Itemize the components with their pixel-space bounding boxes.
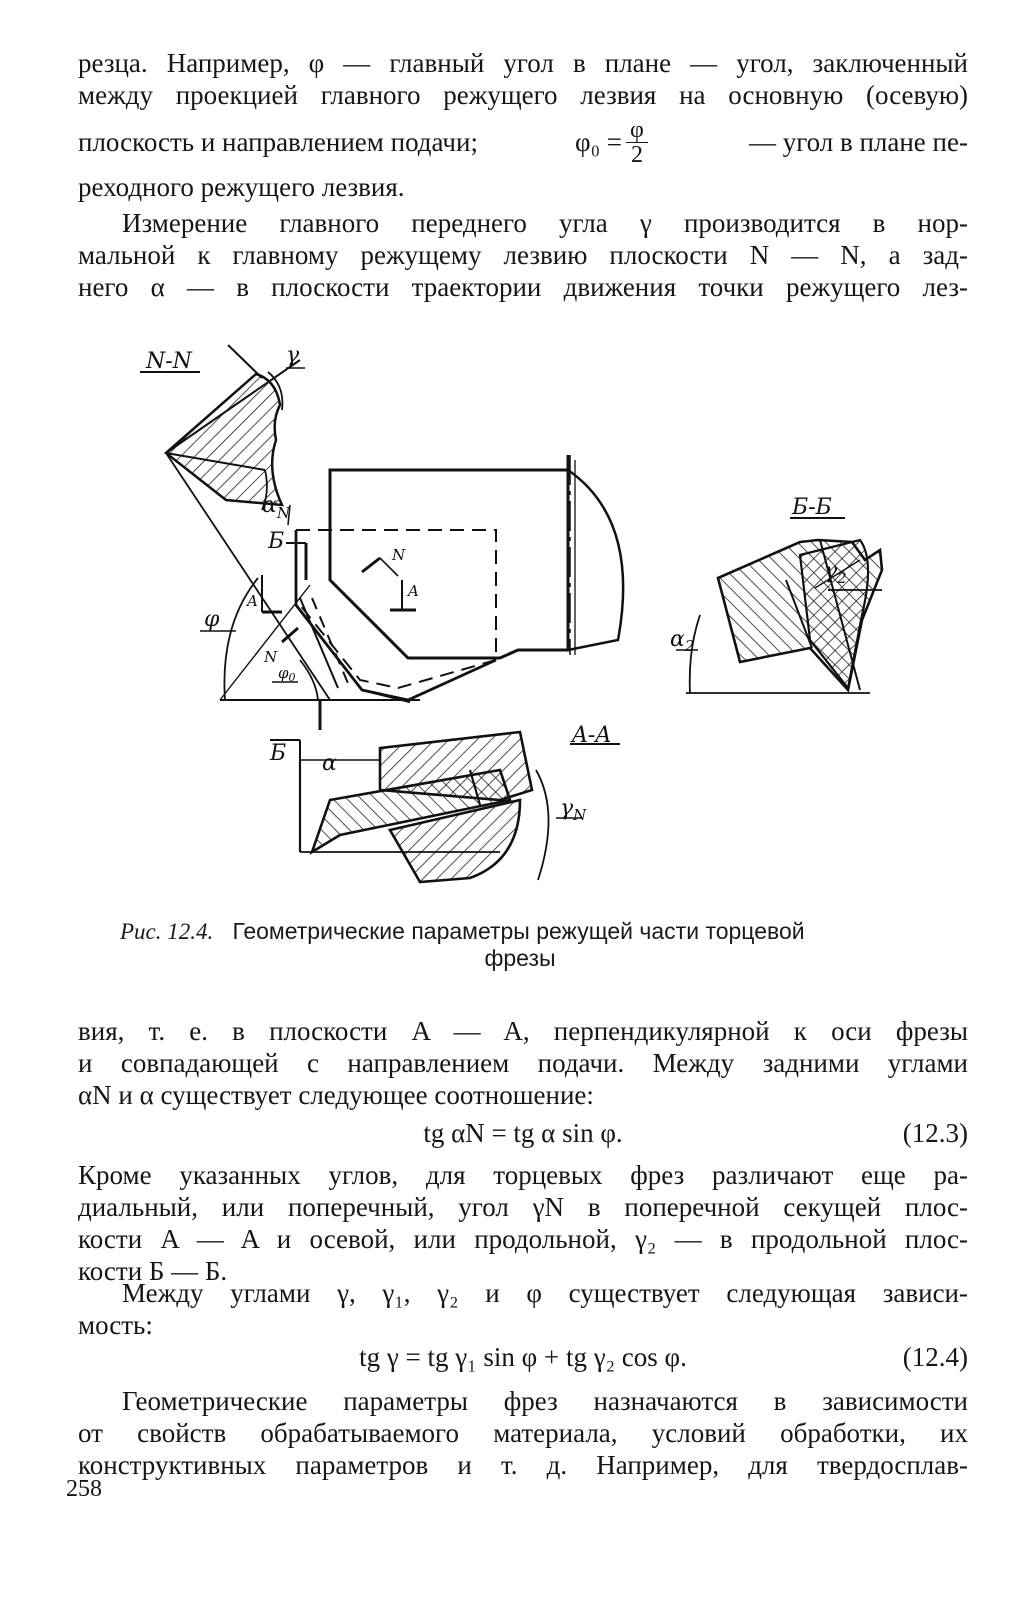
paragraph-6-line-2: от свойств обрабатываемого материала, условий обработки, их bbox=[78, 1418, 968, 1448]
figure-milling-cutter-geometry bbox=[0, 320, 1033, 910]
section-bb-drawing bbox=[676, 518, 882, 693]
caption-figure-number: Рис. 12.4. bbox=[120, 919, 214, 944]
label-n-mark: N bbox=[392, 546, 406, 564]
paragraph-2-line-1: Измерение главного переднего угла γ производится в нор- bbox=[122, 208, 968, 238]
paragraph-4-line-1: Кроме указанных углов, для торцевых фрез различают еще ра- bbox=[78, 1160, 968, 1190]
caption-line-1 bbox=[120, 918, 920, 945]
label-n-left: N bbox=[264, 648, 278, 666]
paragraph-1-line-3 bbox=[78, 116, 968, 168]
paragraph-1-line-1: резца. Например, φ — главный угол в плане — угол, заключенный bbox=[78, 48, 968, 78]
paragraph-4-line-4: кости Б — Б. bbox=[78, 1256, 228, 1286]
paragraph-3-line-2: и совпадающей с направлением подачи. Между задними углами bbox=[78, 1048, 968, 1078]
label-phi: φ bbox=[204, 607, 220, 632]
label-alpha: α bbox=[322, 751, 337, 776]
paragraph-6-line-1: Геометрические параметры фрез назначаются в зависимости bbox=[122, 1386, 968, 1416]
caption-line-2: фрезы bbox=[484, 945, 556, 971]
label-gamma: γ bbox=[286, 343, 300, 368]
fraction-denominator: 2 bbox=[630, 141, 643, 168]
label-section-nn: N-N bbox=[146, 349, 192, 374]
caption-title: Геометрические параметры режущей части торцевой bbox=[232, 918, 805, 944]
paragraph-2-line-2: мальной к главному режущему лезвию плоскости N — N, а зад- bbox=[78, 240, 968, 270]
label-phi0: $\varphi_0$ bbox=[278, 664, 296, 684]
paragraph-1-line-3-start: плоскость и направлением подачи; bbox=[78, 127, 478, 157]
paragraph-4-line-3: кости A — A и осевой, или продольной, γ₂ — в продольной плос- bbox=[78, 1224, 968, 1254]
formula-12-3-expression: tg αN = tg α sin φ. bbox=[423, 1118, 623, 1148]
paragraph-1-line-4: реходного режущего лезвия. bbox=[78, 172, 405, 202]
formula-12-4-expression: tg γ = tg γ₁ sin φ + tg γ₂ cos φ. bbox=[359, 1342, 687, 1372]
paragraph-1-line-2: между проекцией главного режущего лезвия на основную (осевую) bbox=[78, 80, 968, 110]
label-a-mark: A bbox=[408, 582, 419, 600]
phi-over-two-fraction bbox=[626, 118, 648, 167]
figure-caption bbox=[120, 918, 920, 971]
paragraph-2-line-3: него α — в плоскости траектории движения точки режущего лез- bbox=[78, 272, 968, 302]
page-number: 258 bbox=[66, 1476, 102, 1502]
formula-12-3-number: (12.3) bbox=[902, 1118, 968, 1148]
phi0-symbol: φ₀ = bbox=[575, 127, 623, 157]
label-section-bb: Б-Б bbox=[792, 495, 832, 520]
paragraph-3-line-1: вия, т. е. в плоскости A — A, перпендикулярной к оси фрезы bbox=[78, 1016, 968, 1046]
label-section-aa: A-A bbox=[572, 723, 612, 748]
paragraph-3-line-3: αN и α существует следующее соотношение: bbox=[78, 1080, 594, 1110]
paragraph-6-line-3: конструктивных параметров и т. д. Например, для твердосплав- bbox=[78, 1450, 968, 1480]
label-gamma2: $\gamma_2$ bbox=[824, 559, 847, 587]
label-b-bottom: Б bbox=[270, 741, 287, 766]
label-a-left: A bbox=[247, 592, 258, 610]
fraction-numerator: φ bbox=[626, 118, 648, 143]
paragraph-5-line-1: Между углами γ, γ₁, γ₂ и φ существует следующая зависи- bbox=[122, 1278, 968, 1308]
label-alpha-n: $\alpha_N$ bbox=[262, 493, 290, 522]
label-gamma-n: $\gamma_N$ bbox=[560, 796, 587, 824]
paragraph-1-line-3-end: — угол в плане пе- bbox=[748, 127, 968, 157]
label-alpha2: $\alpha_2$ bbox=[670, 627, 695, 655]
section-nn-drawing bbox=[140, 345, 330, 700]
phi0-fraction-expression bbox=[575, 118, 652, 167]
paragraph-4-line-2: диальный, или поперечный, угол γN в поперечной секущей плос- bbox=[78, 1192, 968, 1222]
label-b-top: Б bbox=[268, 529, 285, 554]
formula-12-4-number: (12.4) bbox=[902, 1342, 968, 1372]
paragraph-5-line-2: мость: bbox=[78, 1310, 153, 1340]
